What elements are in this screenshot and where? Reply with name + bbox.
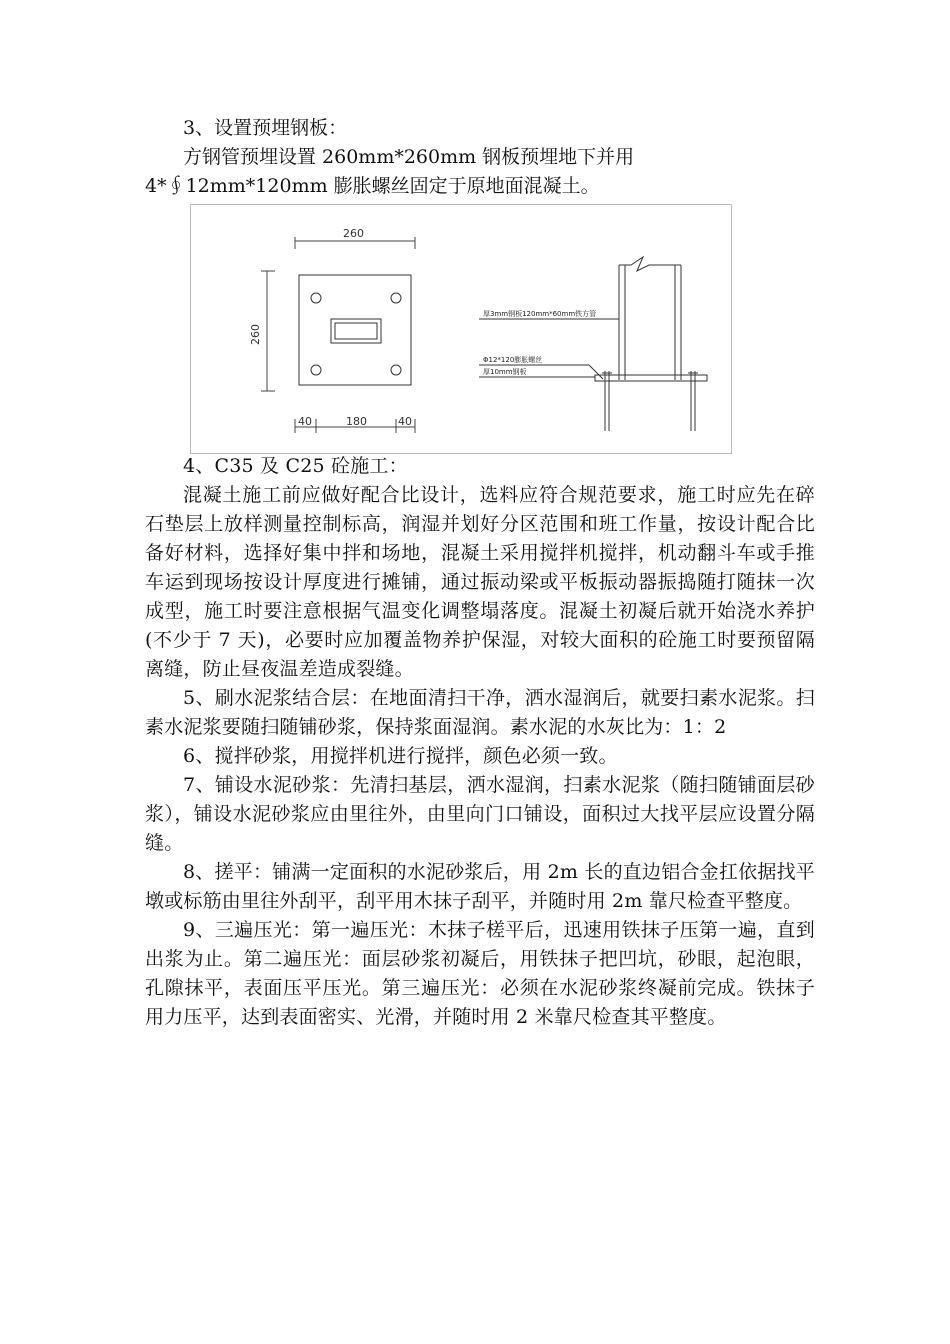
dim-bottom-b: 180 <box>346 415 367 428</box>
bolt-hole <box>311 293 321 303</box>
bolt-hole <box>311 365 321 375</box>
section-6: 6、搅拌砂浆，用搅拌机进行搅拌，颜色必须一致。 <box>183 745 618 767</box>
section-7: 7、铺设水泥砂浆：先清扫基层，洒水湿润，扫素水泥浆（随扫随铺面层砂浆），铺设水泥砂浆应由里往外，由里向门口铺设，面积过大找平层应设置分隔缝。 <box>145 774 815 854</box>
plate-outline <box>299 275 411 385</box>
dim-left-text: 260 <box>249 324 262 345</box>
body-text <box>145 452 815 1032</box>
embedded-steel-plate-drawing <box>190 204 732 454</box>
bolt-hole <box>391 365 401 375</box>
label-tube: 厚3mm钢板120mm*60mm铁方管 <box>483 310 597 318</box>
section-9: 9、三遍压光：第一遍压光：木抹子槎平后，迅速用铁抹子压第一遍，直到出浆为止。第二遍压光：面层砂浆初凝后，用铁抹子把凹坑，砂眼，起泡眼，孔隙抹平，表面压平压光。第三遍压光：必须在水泥砂浆终凝前完成。铁抹子用力压平，达到表面密实、光滑，并随时用 2 米靠尺检查其平整度。 <box>145 919 815 1028</box>
section-4-body: 混凝土施工前应做好配合比设计，选料应符合规范要求，施工时应先在碎石垫层上放样测量控制标高，润湿并划好分区范围和班工作量，按设计配合比备好材料，选择好集中拌和场地，混凝土采用搅拌机搅拌，机动翻斗车或手推车运到现场按设计厚度进行摊铺，通过振动梁或平板振动器振捣随打随抹一次成型，施工时要注意根据气温变化调整塌落度。混凝土初凝后就开始浇水养护(不少于 7 天)，必要时应加覆盖物养护保湿，对较大面积的砼施工时要预留隔离缝，防止昼夜温差造成裂缝。 <box>145 484 815 680</box>
drawing-svg <box>191 205 731 453</box>
dim-top-text: 260 <box>343 227 364 240</box>
base-plate-section <box>595 375 707 381</box>
section-4-heading: 4、C35 及 C25 砼施工： <box>183 455 408 477</box>
section-3-body: 方钢管预埋设置 260mm*260mm 钢板预埋地下并用 4*∮12mm*120mm 膨胀螺丝固定于原地面混凝土。 <box>145 146 635 197</box>
label-plate: 厚10mm钢板 <box>483 368 527 376</box>
break-line <box>619 257 681 271</box>
tube-section-inner <box>335 323 377 339</box>
label-bolt: Φ12*120膨胀螺丝 <box>483 356 543 364</box>
dim-bottom-c: 40 <box>398 415 412 428</box>
section-3-heading: 3、设置预埋钢板： <box>183 117 348 139</box>
section-8: 8、搓平：铺满一定面积的水泥砂浆后，用 2m 长的直边铝合金扛依据找平墩或标筋由里往外刮平，刮平用木抹子刮平，并随时用 2m 靠尺检查平整度。 <box>145 861 815 912</box>
bolt-hole <box>391 293 401 303</box>
section-5: 5、刷水泥浆结合层：在地面清扫干净，洒水湿润后，就要扫素水泥浆。扫素水泥浆要随扫随铺砂浆，保持浆面湿润。素水泥的水灰比为：1：2 <box>145 687 815 738</box>
dim-bottom-a: 40 <box>298 415 312 428</box>
